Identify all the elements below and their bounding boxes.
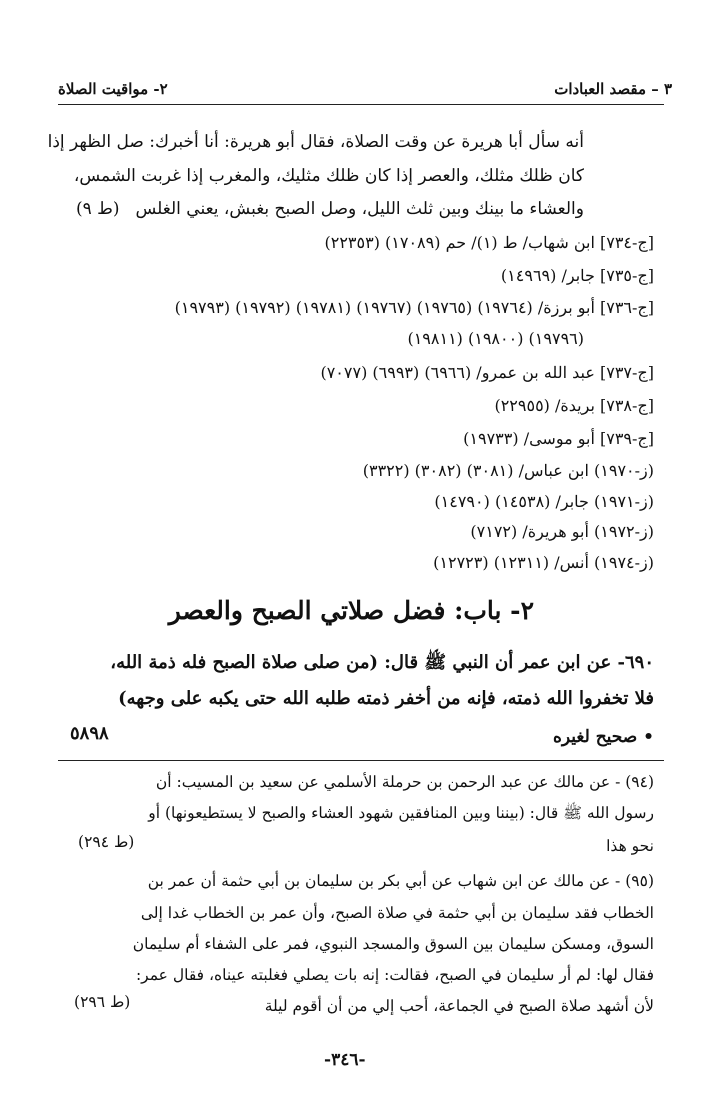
intro-line: والعشاء ما بينك وبين ثلث الليل، وصل الصبح بغبش، يعني الغلس bbox=[135, 199, 584, 219]
header-chapter-title: ٢- مواقيت الصلاة bbox=[58, 80, 168, 98]
footnote-source-tag: (ط ٢٩٦) bbox=[74, 993, 131, 1011]
footnote-line: الخطاب فقد سليمان بن أبي حثمة في صلاة الصبح، وأن عمر بن الخطاب غدا إلى bbox=[140, 904, 654, 922]
footnote-line: لأن أشهد صلاة الصبح في الجماعة، أحب إلي من أن أقوم ليلة bbox=[264, 997, 654, 1015]
reference-entry: (١٩٧٩٦) (١٩٨٠٠) (١٩٨١١) bbox=[407, 329, 584, 348]
page-number: -٣٤٦- bbox=[324, 1050, 366, 1070]
reference-entry: [ج-٧٣٧] عبد الله بن عمرو/ (٦٩٦٦) (٦٩٩٣) (٧٠٧٧) bbox=[320, 363, 654, 382]
reference-entry: [ج-٧٣٥] جابر/ (١٤٩٦٩) bbox=[500, 266, 654, 285]
footnote-line: (٩٤) - عن مالك عن عبد الرحمن بن حرملة الأسلمي عن سعيد بن المسيب: أن bbox=[155, 773, 654, 791]
reference-entry: (ز-١٩٧٠) ابن عباس/ (٣٠٨١) (٣٠٨٢) (٣٣٢٢) bbox=[362, 461, 654, 480]
hadith-line: فلا تخفروا الله ذمته، فإنه من أخفر ذمته طلبه الله حتى يكبه على وجهه) bbox=[118, 688, 654, 709]
reference-entry: (ز-١٩٧٤) أنس/ (١٢٣١١) (١٢٧٢٣) bbox=[433, 553, 654, 572]
reference-entry: [ج-٧٣٦] أبو برزة/ (١٩٧٦٤) (١٩٧٦٥) (١٩٧٦٧) (١٩٧٨١) (١٩٧٩٢) (١٩٧٩٣) bbox=[174, 298, 654, 317]
header-section-title: ٣ – مقصد العبادات bbox=[554, 80, 672, 98]
reference-entry: [ج-٧٣٤] ابن شهاب/ ط (١)/ حم (١٧٠٨٩) (٢٢٣٥٣) bbox=[324, 233, 654, 252]
reference-entry: (ز-١٩٧٢) أبو هريرة/ (٧١٧٢) bbox=[470, 522, 654, 541]
footnote-line: رسول الله ﷺ قال: (بيننا وبين المنافقين شهود العشاء والصبح لا يستطيعونها) أو bbox=[148, 804, 654, 822]
hadith-line: ٦٩٠- عن ابن عمر أن النبي ﷺ قال: (من صلى صلاة الصبح فله ذمة الله، bbox=[110, 652, 654, 673]
footnote-line: نحو هذا bbox=[606, 837, 654, 855]
footnote-line: السوق، ومسكن سليمان بين السوق والمسجد النبوي، فمر على الشفاء أم سليمان bbox=[132, 935, 654, 953]
footnote-rule bbox=[58, 760, 664, 761]
intro-source-tag: (ط ٩) bbox=[76, 199, 120, 219]
reference-entry: [ج-٧٣٩] أبو موسى/ (١٩٧٣٣) bbox=[463, 429, 654, 448]
reference-entry: (ز-١٩٧١) جابر/ (١٤٥٣٨) (١٤٧٩٠) bbox=[434, 492, 654, 511]
footnote-line: فقال لها: لم أر سليمان في الصبح، فقالت: إنه بات يصلي فغلبته عيناه، فقال عمر: bbox=[135, 966, 654, 984]
hadith-reference-number: ٥٨٩٨ bbox=[70, 723, 109, 744]
intro-line: أنه سأل أبا هريرة عن وقت الصلاة، فقال أبو هريرة: أنا أخبرك: صل الظهر إذا bbox=[47, 132, 584, 152]
intro-line: كان ظلك مثلك، والعصر إذا كان ظلك مثليك، والمغرب إذا غربت الشمس، bbox=[73, 166, 584, 186]
reference-entry: [ج-٧٣٨] بريدة/ (٢٢٩٥٥) bbox=[494, 396, 654, 415]
chapter-heading: ٢- باب: فضل صلاتي الصبح والعصر bbox=[168, 596, 534, 625]
header-rule bbox=[58, 104, 664, 105]
footnote-line: (٩٥) - عن مالك عن ابن شهاب عن أبي بكر بن سليمان بن أبي حثمة أن عمر بن bbox=[147, 872, 654, 890]
hadith-grade: • صحيح لغيره bbox=[552, 727, 654, 747]
footnote-source-tag: (ط ٢٩٤) bbox=[78, 833, 135, 851]
